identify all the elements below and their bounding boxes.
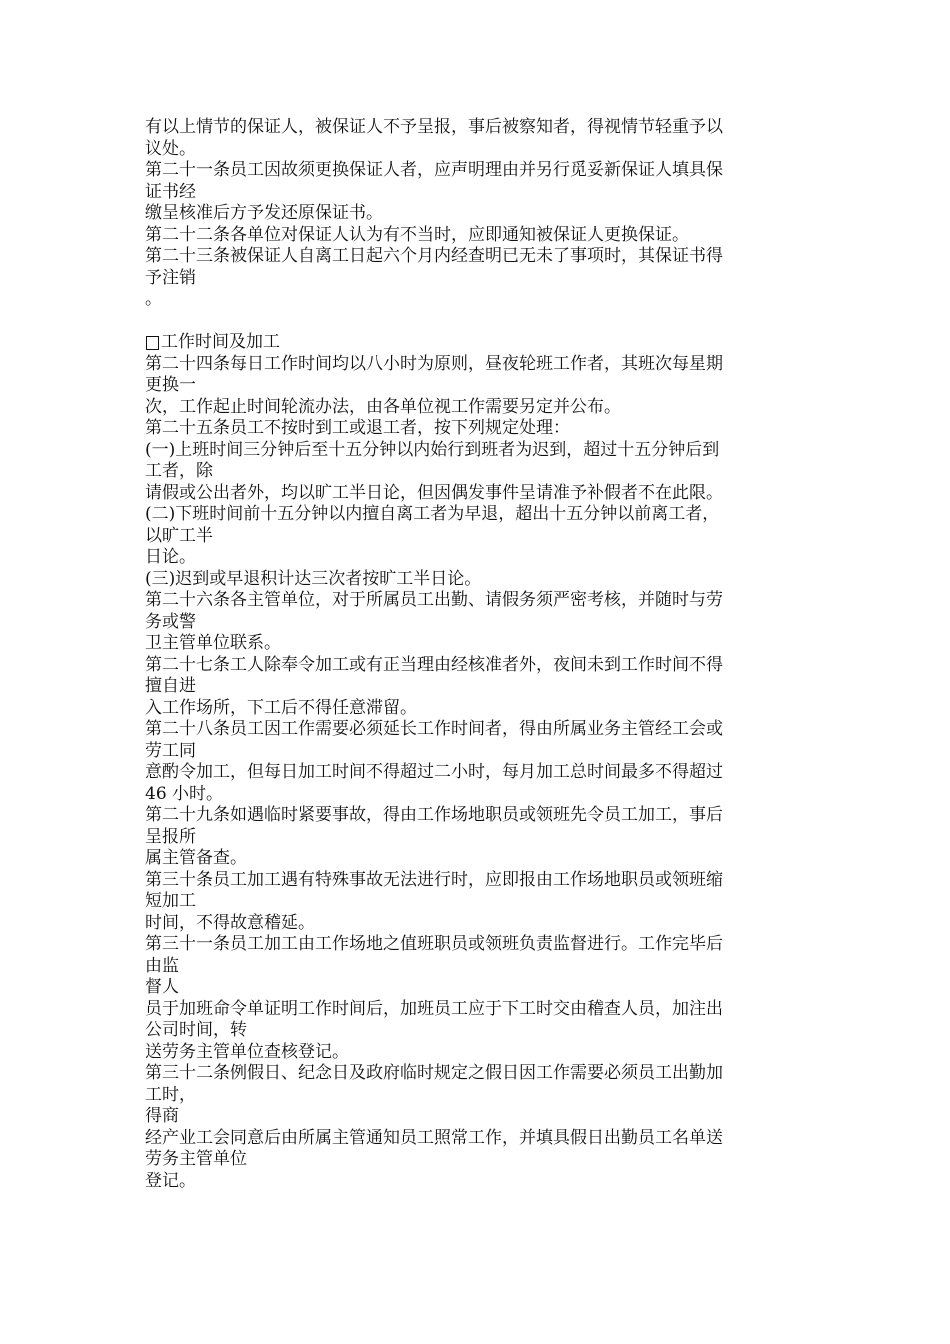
text-line: 送劳务主管单位查核登记。 <box>145 1041 349 1062</box>
text-line: 46 小时。 <box>145 783 224 804</box>
text-line: 予注销 <box>145 267 196 288</box>
text-line: 议处。 <box>145 138 196 159</box>
text-line: 缴呈核准后方予发还原保证书。 <box>145 203 383 223</box>
text-line: 务或警 <box>145 611 196 632</box>
text-line: 证书经 <box>145 181 196 202</box>
text-line: 次，工作起止时间轮流办法，由各单位视工作需要另定并公布。 <box>145 396 621 417</box>
document-page <box>145 117 815 1192</box>
text-line: 入工作场所，下工后不得任意滞留。 <box>145 697 417 718</box>
text-line: 督人 <box>145 977 179 997</box>
text-line: 擅自进 <box>145 676 196 696</box>
section-heading-text: 工作时间及加工 <box>161 332 280 352</box>
text-line: (二)下班时间前十五分钟以内擅自离工者为早退，超出十五分钟以前离工者， <box>145 504 720 524</box>
square-box-icon <box>146 336 159 350</box>
text-line: 属主管备查。 <box>145 848 247 868</box>
text-line: 第二十五条员工不按时到工或退工者，按下列规定处理： <box>145 418 570 438</box>
text-line: 以旷工半 <box>145 525 213 546</box>
text-line: 短加工 <box>145 891 196 911</box>
text-line: 第二十四条每日工作时间均以八小时为原则，昼夜轮班工作者，其班次每星期 <box>145 353 723 374</box>
section-heading <box>145 332 815 354</box>
text-line: 卫主管单位联系。 <box>145 633 281 653</box>
text-line: 第三十二条例假日、纪念日及政府临时规定之假日因工作需要必须员工出勤加 <box>145 1063 723 1083</box>
text-line: 第三十条员工加工遇有特殊事故无法进行时，应即报由工作场地职员或领班缩 <box>145 869 723 890</box>
text-line: 第二十三条被保证人自离工日起六个月内经查明已无未了事项时，其保证书得 <box>145 246 723 266</box>
text-line: 登记。 <box>145 1170 196 1191</box>
text-line: 第二十六条各主管单位，对于所属员工出勤、请假务须严密考核，并随时与劳 <box>145 590 723 610</box>
text-line: (一)上班时间三分钟后至十五分钟以内始行到班者为迟到，超过十五分钟后到 <box>145 439 720 460</box>
text-line: 得商 <box>145 1106 179 1126</box>
text-line: 意酌令加工，但每日加工时间不得超过二小时，每月加工总时间最多不得超过 <box>145 762 723 782</box>
text-line: 更换一 <box>145 375 196 395</box>
text-line: 由监 <box>145 955 179 976</box>
text-line: 第二十一条员工因故须更换保证人者，应声明理由并另行觅妥新保证人填具保 <box>145 160 723 180</box>
text-line: 工时， <box>145 1084 196 1105</box>
text-line: 第二十九条如遇临时紧要事故，得由工作场地职员或领班先令员工加工，事后 <box>145 805 723 825</box>
text-line: 劳务主管单位 <box>145 1149 247 1169</box>
text-line: 时间，不得故意稽延。 <box>145 912 315 933</box>
text-line: 第二十八条员工因工作需要必须延长工作时间者，得由所属业务主管经工会或 <box>145 719 723 739</box>
text-line: 经产业工会同意后由所属主管通知员工照常工作，并填具假日出勤员工名单送 <box>145 1127 723 1148</box>
text-line: 工者，除 <box>145 461 213 481</box>
text-line: 员于加班命令单证明工作时间后，加班员工应于下工时交由稽查人员，加注出 <box>145 998 723 1019</box>
text-line: 请假或公出者外，均以旷工半日论，但因偶发事件呈请准予补假者不在此限。 <box>145 482 723 503</box>
paragraph-spacer <box>145 311 815 333</box>
text-line: 公司时间，转 <box>145 1020 247 1040</box>
text-block-guarantor <box>145 117 815 311</box>
text-line: 劳工同 <box>145 740 196 761</box>
text-line: 第三十一条员工加工由工作场地之值班职员或领班负责监督进行。工作完毕后 <box>145 934 723 954</box>
text-line: 第二十二条各单位对保证人认为有不当时，应即通知被保证人更换保证。 <box>145 224 689 245</box>
text-line: 呈报所 <box>145 826 196 847</box>
text-block-working-hours <box>145 354 815 1193</box>
text-line: (三)迟到或早退积计达三次者按旷工半日论。 <box>145 568 482 589</box>
text-line: 。 <box>145 289 162 309</box>
text-line: 日论。 <box>145 547 196 567</box>
text-line: 第二十七条工人除奉令加工或有正当理由经核准者外，夜间未到工作时间不得 <box>145 654 723 675</box>
text-line: 有以上情节的保证人，被保证人不予呈报，事后被察知者，得视情节轻重予以 <box>145 117 723 137</box>
